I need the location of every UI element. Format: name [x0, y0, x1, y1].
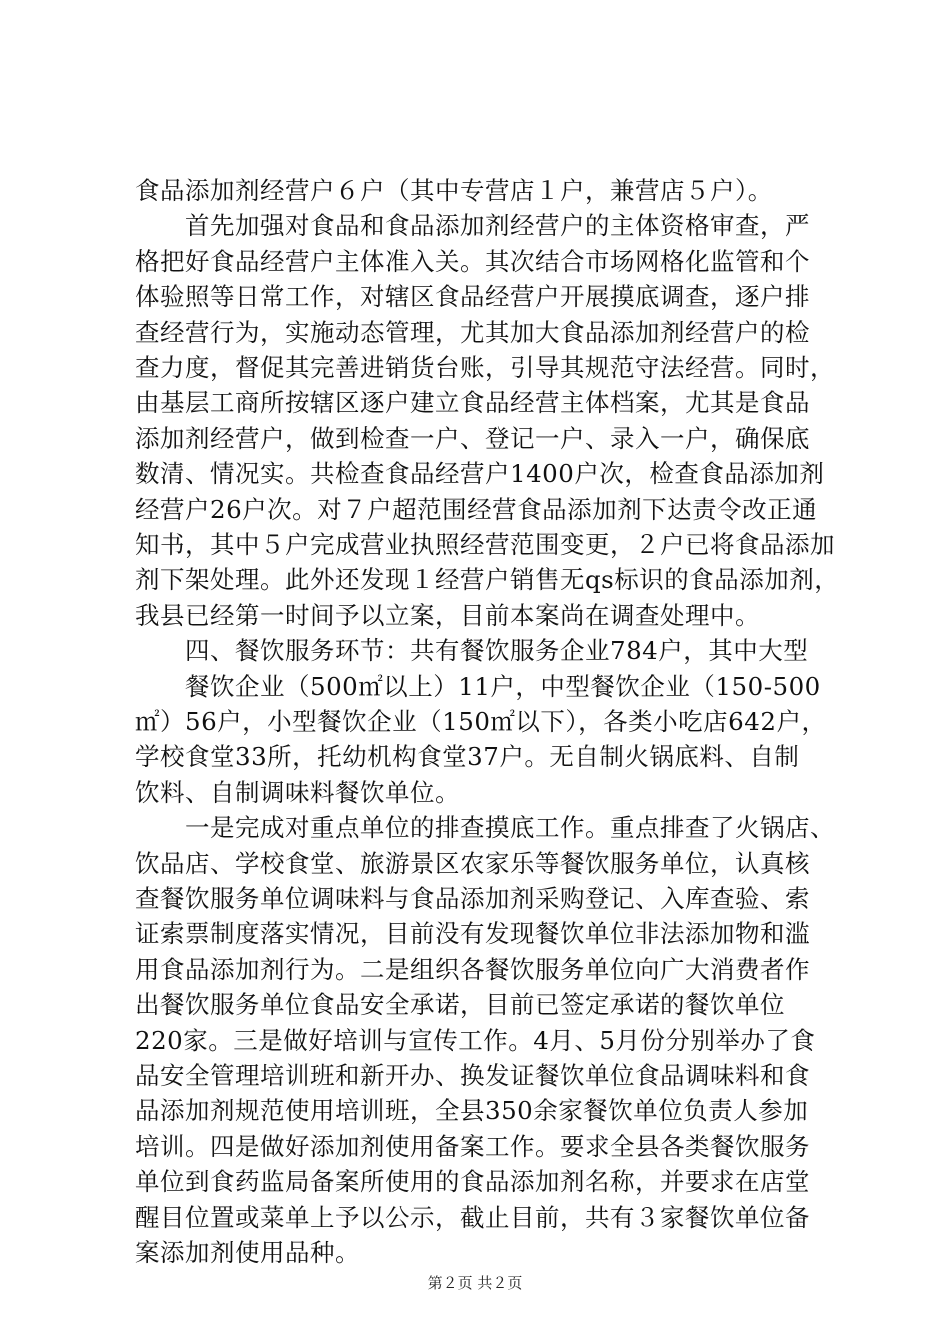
text-line: 体验照等日常工作，对辖区食品经营户开展摸底调查，逐户排: [135, 282, 810, 312]
text-line: 添加剂经营户，做到检查一户、登记一户、录入一户，确保底: [135, 423, 810, 453]
text-line: 知书，其中５户完成营业执照经营范围变更，２户已将食品添加: [135, 530, 835, 559]
text-line: 单位到食药监局备案所使用的食品添加剂名称，并要求在店堂: [135, 1167, 810, 1197]
text-line: 一是完成对重点单位的排查摸底工作。重点排查了火锅店、: [135, 813, 835, 843]
text-line: 数清、情况实。共检查食品经营户1400户次，检查食品添加剂: [135, 459, 825, 489]
text-line: 四、餐饮服务环节：共有餐饮服务企业784户，其中大型: [135, 636, 809, 666]
text-line: 案添加剂使用品种。: [135, 1238, 360, 1267]
page-number-footer: 第２页 共２页: [427, 1274, 523, 1292]
text-line: 培训。四是做好添加剂使用备案工作。要求全县各类餐饮服务: [135, 1131, 810, 1161]
text-line: 用食品添加剂行为。二是组织各餐饮服务单位向广大消费者作: [135, 954, 810, 984]
text-line: 出餐饮服务单位食品安全承诺，目前已签定承诺的餐饮单位: [135, 990, 785, 1020]
text-line: 首先加强对食品和食品添加剂经营户的主体资格审查，严: [135, 211, 810, 241]
text-line: 220家。三是做好培训与宣传工作。4月、5月份分别举办了食: [135, 1025, 816, 1055]
text-line: 查经营行为，实施动态管理，尤其加大食品添加剂经营户的检: [135, 317, 810, 347]
text-line: ㎡）56户，小型餐饮企业（150㎡以下），各类小吃店642户，: [135, 707, 827, 736]
text-line: 格把好食品经营户主体准入关。其次结合市场网格化监管和个: [135, 246, 810, 276]
text-line: 醒目位置或菜单上予以公示，截止目前，共有３家餐饮单位备: [135, 1202, 810, 1232]
text-line: 餐饮企业（500㎡以上）11户，中型餐饮企业（150-500: [135, 671, 821, 701]
text-line: 品安全管理培训班和新开办、换发证餐饮单位食品调味料和食: [135, 1061, 810, 1090]
text-line: 查力度，督促其完善进销货台账，引导其规范守法经营。同时，: [135, 353, 835, 382]
text-line: 由基层工商所按辖区逐户建立食品经营主体档案，尤其是食品: [135, 388, 810, 418]
text-line: 证索票制度落实情况，目前没有发现餐饮单位非法添加物和滥: [135, 919, 810, 949]
text-line: 饮品店、学校食堂、旅游景区农家乐等餐饮服务单位，认真核: [135, 848, 810, 878]
text-line: 剂下架处理。此外还发现１经营户销售无qs标识的食品添加剂，: [135, 565, 840, 595]
text-line: 学校食堂33所，托幼机构食堂37户。无自制火锅底料、自制: [135, 742, 800, 772]
text-line: 食品添加剂经营户６户（其中专营店１户，兼营店５户）。: [135, 176, 773, 205]
text-line: 饮料、自制调味料餐饮单位。: [135, 777, 460, 807]
text-line: 我县已经第一时间予以立案，目前本案尚在调查处理中。: [135, 600, 760, 630]
text-line: 品添加剂规范使用培训班，全县350余家餐饮单位负责人参加: [135, 1096, 809, 1126]
text-line: 经营户26户次。对７户超范围经营食品添加剂下达责令改正通: [135, 494, 818, 524]
text-line: 查餐饮服务单位调味料与食品添加剂采购登记、入库查验、索: [135, 884, 810, 913]
